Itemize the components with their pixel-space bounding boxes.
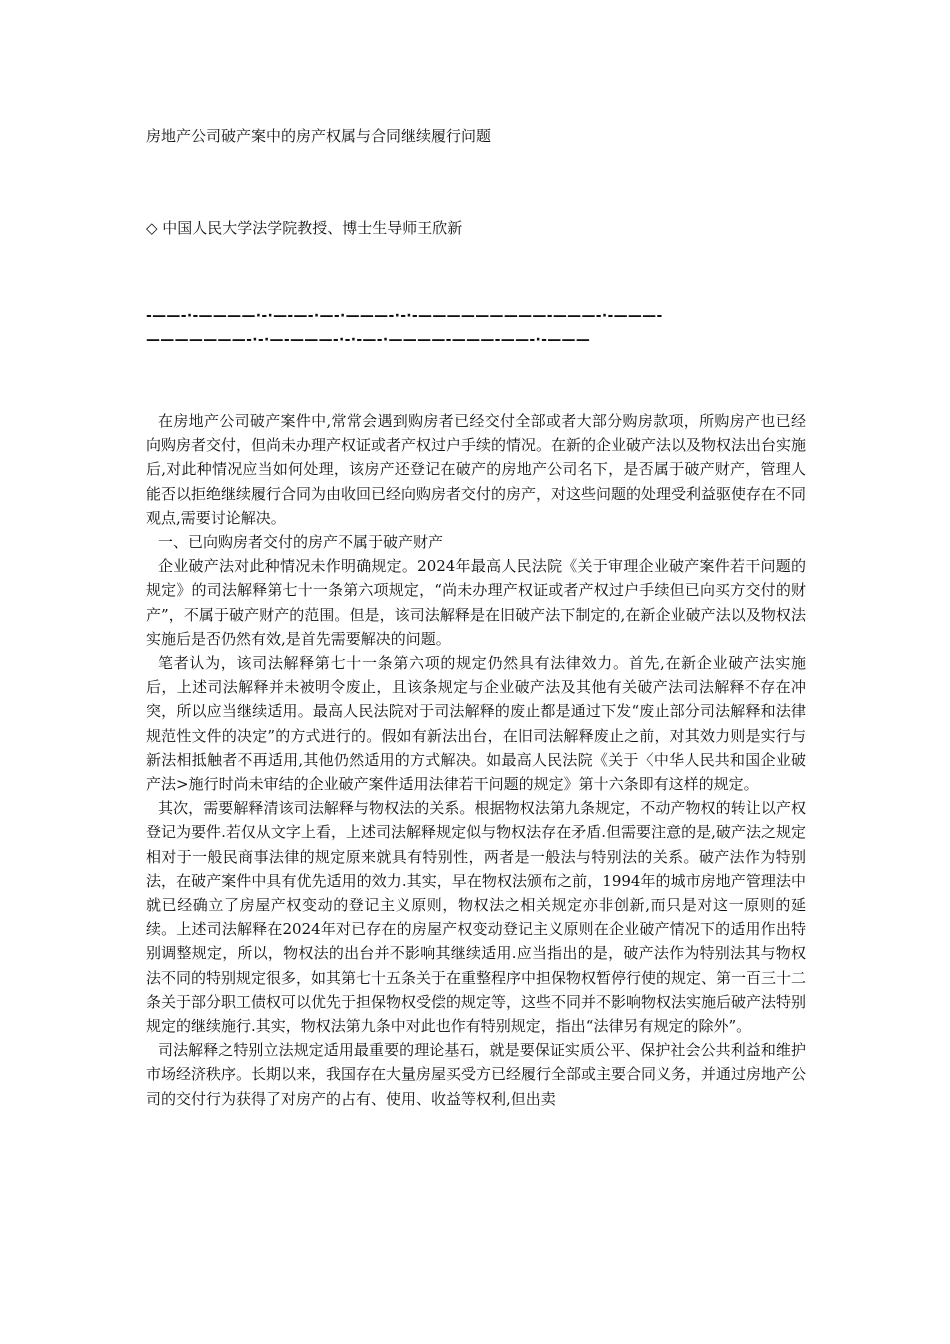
section-heading-1: 一、已向购房者交付的房产不属于破产财产: [158, 533, 444, 552]
paragraph: 企业破产法对此种情况未作明确规定。2024年最高人民法院《关于审理企业破产案件若干问题的规定》的司法解释第七十一条第六项规定，“尚未办理产权证或者产权过户手续但已向买方交付的财产”，不属于破产财产的范围。但是，该司法解释是在旧破产法下制定的,在新企业破产法以及物权法实施后是否仍然有效,是首先需要解决的问题。: [146, 557, 806, 648]
document-title: 房地产公司破产案中的房产权属与合同继续履行问题: [146, 127, 492, 145]
separator-line-2: ———————-·-·—-———-·-·-—-·————-———-——-·-———: [146, 332, 591, 348]
author-line: ◇ 中国人民大学法学院教授、博士生导师王欣新: [146, 219, 463, 237]
paragraph: 其次，需要解释清该司法解释与物权法的关系。根据物权法第九条规定，不动产物权的转让以产权登记为要件.若仅从文字上看，上述司法解释规定似与物权法存在矛盾.但需要注意的是,破产法之规定相对于一般民商事法律的规定原来就具有特别性，两者是一般法与特别法的关系。破产法作为特别法，在破产案件中具有优先适用的效力.其实，早在物权法颁布之前，1994年的城市房地产管理法中就已经确立了房屋产权变动的登记主义原则，物权法之相关规定亦非创新,而只是对这一原则的延续。上述司法解释在2024年对已存在的房屋产权变动登记主义原则在企业破产情况下的适用作出特别调整规定，所以，物权法的出台并不影响其继续适用.应当指出的是，破产法作为特别法其与物权法不同的特别规定很多，如其第七十五条关于在重整程序中担保物权暂停行使的规定、第一百三十二条关于部分职工债权可以优先于担保物权受偿的规定等，这些不同并不影响物权法实施后破产法特别规定的继续施行.其实，物权法第九条中对此也作有特别规定，指出“法律另有规定的除外”。: [146, 799, 807, 1036]
separator-line-1: -——-·-————·-·—-—-·—-·———-·-·-—————————-———-·-———-: [146, 308, 663, 324]
paragraph-intro: 在房地产公司破产案件中,常常会遇到购房者已经交付全部或者大部分购房款项，所购房产也已经向购房者交付，但尚未办理产权证或者产权过户手续的情况。在新的企业破产法以及物权法出台实施后,对此种情况应当如何处理，该房产还登记在破产的房地产公司名下，是否属于破产财产，管理人能否以拒绝继续履行合同为由收回已经向购房者交付的房产，对这些问题的处理受利益驱使存在不同观点,需要讨论解决。: [146, 412, 807, 527]
paragraph: 笔者认为，该司法解释第七十一条第六项的规定仍然具有法律效力。首先,在新企业破产法实施后，上述司法解释并未被明令废止，且该条规定与企业破产法及其他有关破产法司法解释不存在冲突，所以应当继续适用。最高人民法院对于司法解释的废止都是通过下发“废止部分司法解释和法律规范性文件的决定”的方式进行的。假如有新法出台，在旧司法解释废止之前，对其效力则是实行与新法相抵触者不再适用,其他仍然适用的方式解决。如最高人民法院《关于〈中华人民共和国企业破产法>施行时尚未审结的企业破产案件适用法律若干问题的规定》第十六条即有这样的规定。: [146, 654, 806, 794]
paragraph: 司法解释之特别立法规定适用最重要的理论基石，就是要保证实质公平、保护社会公共利益和维护市场经济秩序。长期以来，我国存在大量房屋买受方已经履行全部或主要合同义务，并通过房地产公司的交付行为获得了对房产的占有、使用、收益等权利,但出卖: [146, 1041, 807, 1108]
article-body: [146, 409, 806, 1111]
